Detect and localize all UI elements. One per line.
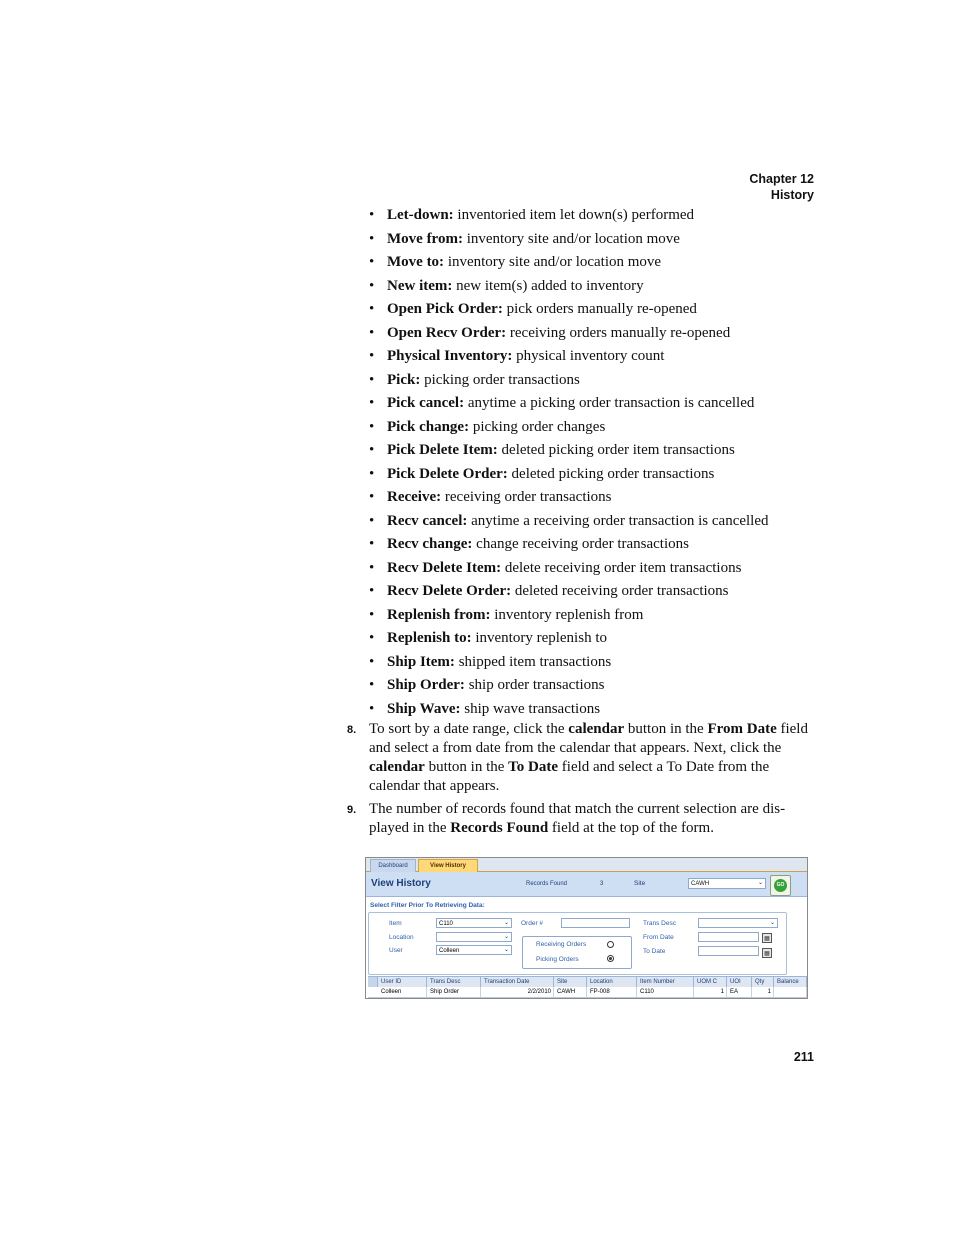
step-text — [369, 800, 817, 838]
desc: change receiving order transactions — [472, 536, 689, 552]
step-9 — [347, 800, 817, 838]
list-item — [369, 392, 819, 416]
section-label: History — [770, 188, 814, 202]
term: Replenish from: — [387, 606, 491, 623]
cell-uom-c: 1 — [694, 987, 727, 997]
cell-trans-desc: Ship Order — [427, 987, 481, 997]
term: Recv change: — [387, 536, 473, 552]
user-select[interactable] — [436, 945, 512, 955]
user-label: User — [389, 947, 403, 954]
chevron-down-icon[interactable]: ⌄ — [503, 920, 510, 926]
chevron-down-icon[interactable]: ⌄ — [769, 920, 776, 926]
col-trans-desc[interactable]: Trans Desc — [427, 977, 481, 987]
to-date-calendar-icon[interactable]: ▦ — [762, 948, 772, 958]
filter-section-label: Select Filter Prior To Retrieving Data: — [370, 902, 485, 909]
desc: receiving order transactions — [441, 489, 612, 505]
term: Ship Wave: — [387, 700, 461, 717]
bullet: • — [369, 395, 375, 411]
transaction-type-list — [369, 204, 819, 721]
bullet: • — [369, 277, 375, 294]
cell-balance — [774, 987, 807, 997]
text-run: button in the — [424, 759, 509, 775]
list-item — [369, 322, 819, 346]
receiving-orders-radio[interactable] — [607, 941, 614, 948]
desc: inventory site and/or location move — [444, 254, 662, 270]
bullet: • — [369, 348, 375, 364]
view-history-screenshot — [365, 857, 808, 999]
term: New item: — [387, 277, 453, 294]
desc: shipped item transactions — [454, 653, 612, 670]
list-item — [369, 298, 819, 322]
list-item — [369, 627, 819, 651]
site-label: Site — [634, 880, 646, 887]
text-run: field and select a To Date from the calendar that appears. — [369, 759, 770, 794]
term: Pick: — [387, 371, 421, 388]
cell-item-number: C110 — [637, 987, 694, 997]
cell-transaction-date: 2/2/2010 — [481, 987, 554, 997]
col-uoi[interactable]: UOI — [727, 977, 752, 987]
chevron-down-icon[interactable]: ⌄ — [757, 880, 764, 886]
trans-desc-label: Trans Desc — [643, 920, 676, 927]
term: Move to: — [387, 254, 445, 270]
list-item — [369, 439, 819, 463]
term: Open Pick Order: — [387, 301, 503, 317]
step-number: 9. — [347, 804, 357, 816]
bold-run: From Date — [707, 721, 777, 737]
order-type-group — [522, 936, 632, 969]
desc: physical inventory count — [512, 348, 665, 364]
text-run: button in the — [624, 721, 708, 737]
form-titlebar — [366, 872, 807, 897]
receiving-orders-label: Receiving Orders — [536, 941, 587, 948]
bullet: • — [369, 583, 375, 599]
bullet: • — [369, 442, 375, 458]
cell-site: CAWH — [554, 987, 587, 997]
cell-uoi: EA — [727, 987, 752, 997]
records-found-value: 3 — [600, 881, 604, 887]
row-selector-header[interactable] — [368, 977, 378, 987]
desc: deleted picking order item transactions — [497, 442, 735, 458]
text-run: To sort by a date range, click the — [369, 721, 569, 737]
bullet: • — [369, 653, 375, 670]
term: Receive: — [387, 489, 442, 505]
desc: delete receiving order item transactions — [501, 559, 742, 576]
term: Replenish to: — [387, 630, 472, 646]
desc: inventory replenish to — [471, 630, 607, 646]
desc: picking order transactions — [420, 371, 580, 388]
item-value: C110 — [439, 921, 453, 927]
desc: anytime a picking order transaction is cancelled — [464, 395, 755, 411]
list-item — [369, 486, 819, 510]
term: Pick Delete Item: — [387, 442, 498, 458]
desc: picking order changes — [469, 418, 606, 435]
list-item — [369, 510, 819, 534]
page-number: 211 — [793, 1050, 814, 1064]
site-value: CAWH — [691, 881, 710, 887]
term: Recv cancel: — [387, 512, 468, 529]
bullet: • — [369, 207, 375, 223]
chevron-down-icon[interactable]: ⌄ — [503, 947, 510, 953]
desc: ship wave transactions — [460, 700, 601, 717]
bullet: • — [369, 465, 375, 482]
col-user-id[interactable]: User ID — [378, 977, 427, 987]
bullet: • — [369, 324, 375, 341]
cell-location: FP-008 — [587, 987, 637, 997]
desc: inventoried item let down(s) performed — [453, 207, 695, 223]
from-date-input[interactable] — [698, 932, 759, 942]
bullet: • — [369, 700, 375, 717]
picking-orders-label: Picking Orders — [536, 956, 579, 963]
col-qty[interactable]: Qty — [752, 977, 774, 987]
term: Physical Inventory: — [387, 348, 513, 364]
location-label: Location — [389, 934, 414, 941]
order-number-input[interactable] — [561, 918, 630, 928]
term: Pick change: — [387, 418, 470, 435]
bullet: • — [369, 606, 375, 623]
col-transaction-date[interactable]: Transaction Date — [481, 977, 554, 987]
desc: pick orders manually re-opened — [502, 301, 697, 317]
tab-dashboard[interactable]: Dashboard — [370, 859, 416, 872]
chapter-label: Chapter 12 — [749, 172, 814, 186]
step-text — [369, 720, 817, 796]
list-item — [369, 369, 819, 393]
form-title: View History — [371, 878, 431, 889]
picking-orders-radio[interactable] — [607, 955, 614, 962]
term: Let-down: — [387, 207, 454, 223]
list-item — [369, 557, 819, 581]
list-item — [369, 275, 819, 299]
bullet: • — [369, 230, 375, 247]
location-select[interactable] — [436, 932, 512, 942]
to-date-input[interactable] — [698, 946, 759, 956]
step-8 — [347, 720, 817, 796]
history-grid — [368, 976, 807, 998]
term: Recv Delete Order: — [387, 583, 512, 599]
term: Recv Delete Item: — [387, 559, 502, 576]
cell-user-id: Colleen — [378, 987, 427, 997]
desc: ship order transactions — [464, 677, 605, 693]
bullet: • — [369, 559, 375, 576]
col-uom-c[interactable]: UOM C — [694, 977, 727, 987]
trans-desc-select[interactable] — [698, 918, 778, 928]
order-number-label: Order # — [521, 920, 544, 927]
records-found-label: Records Found — [526, 881, 568, 887]
bullet: • — [369, 489, 375, 505]
bullet: • — [369, 536, 375, 552]
col-balance[interactable]: Balance — [774, 977, 807, 987]
chevron-down-icon[interactable]: ⌄ — [503, 934, 510, 940]
filter-panel — [368, 912, 787, 975]
term: Open Recv Order: — [387, 324, 507, 341]
bullet: • — [369, 418, 375, 435]
desc: deleted picking order transactions — [507, 465, 715, 482]
list-item — [369, 698, 819, 722]
from-date-label: From Date — [643, 934, 674, 941]
list-item — [369, 674, 819, 698]
desc: inventory site and/or location move — [462, 230, 680, 247]
term: Move from: — [387, 230, 463, 247]
to-date-label: To Date — [643, 948, 666, 955]
desc: inventory replenish from — [490, 606, 644, 623]
tab-view-history[interactable]: View History — [418, 859, 478, 872]
bold-run: calendar — [568, 721, 625, 737]
user-value: Colleen — [439, 948, 460, 954]
list-item — [369, 204, 819, 228]
list-item — [369, 651, 819, 675]
term: Ship Item: — [387, 653, 455, 670]
desc: deleted receiving order transactions — [511, 583, 729, 599]
running-header — [749, 171, 814, 203]
col-location[interactable]: Location — [587, 977, 637, 987]
item-select[interactable] — [436, 918, 512, 928]
bullet: • — [369, 630, 375, 646]
list-item — [369, 604, 819, 628]
list-item — [369, 345, 819, 369]
go-button[interactable] — [770, 875, 791, 896]
bullet: • — [369, 677, 375, 693]
bold-run: Records Found — [450, 820, 549, 836]
col-site[interactable]: Site — [554, 977, 587, 987]
list-item — [369, 580, 819, 604]
bullet: • — [369, 254, 375, 270]
text-run: field at the top of the form. — [548, 820, 714, 836]
cell-qty: 1 — [752, 987, 774, 997]
desc: new item(s) added to inventory — [452, 277, 644, 294]
list-item — [369, 228, 819, 252]
bullet: • — [369, 301, 375, 317]
col-item-number[interactable]: Item Number — [637, 977, 694, 987]
bullet: • — [369, 512, 375, 529]
from-date-calendar-icon[interactable]: ▦ — [762, 933, 772, 943]
list-item — [369, 416, 819, 440]
tab-strip — [366, 858, 807, 872]
site-select[interactable] — [688, 878, 766, 889]
item-label: Item — [389, 920, 402, 927]
bold-run: To Date — [508, 759, 559, 775]
list-item — [369, 251, 819, 275]
desc: receiving orders manually re-opened — [506, 324, 731, 341]
bold-run: calendar — [369, 759, 425, 775]
desc: anytime a receiving order transaction is cancelled — [467, 512, 769, 529]
step-number: 8. — [347, 724, 357, 736]
list-item — [369, 463, 819, 487]
term: Pick cancel: — [387, 395, 465, 411]
go-icon: GO — [774, 879, 787, 892]
term: Pick Delete Order: — [387, 465, 508, 482]
term: Ship Order: — [387, 677, 465, 693]
text-run: field and select a from date from the calendar that appears. Next, click the — [369, 721, 808, 756]
bullet: • — [369, 371, 375, 388]
text-run: The number of records found that match the current selection are dis-played in the — [369, 801, 786, 836]
table-row[interactable] — [368, 987, 807, 998]
list-item — [369, 533, 819, 557]
